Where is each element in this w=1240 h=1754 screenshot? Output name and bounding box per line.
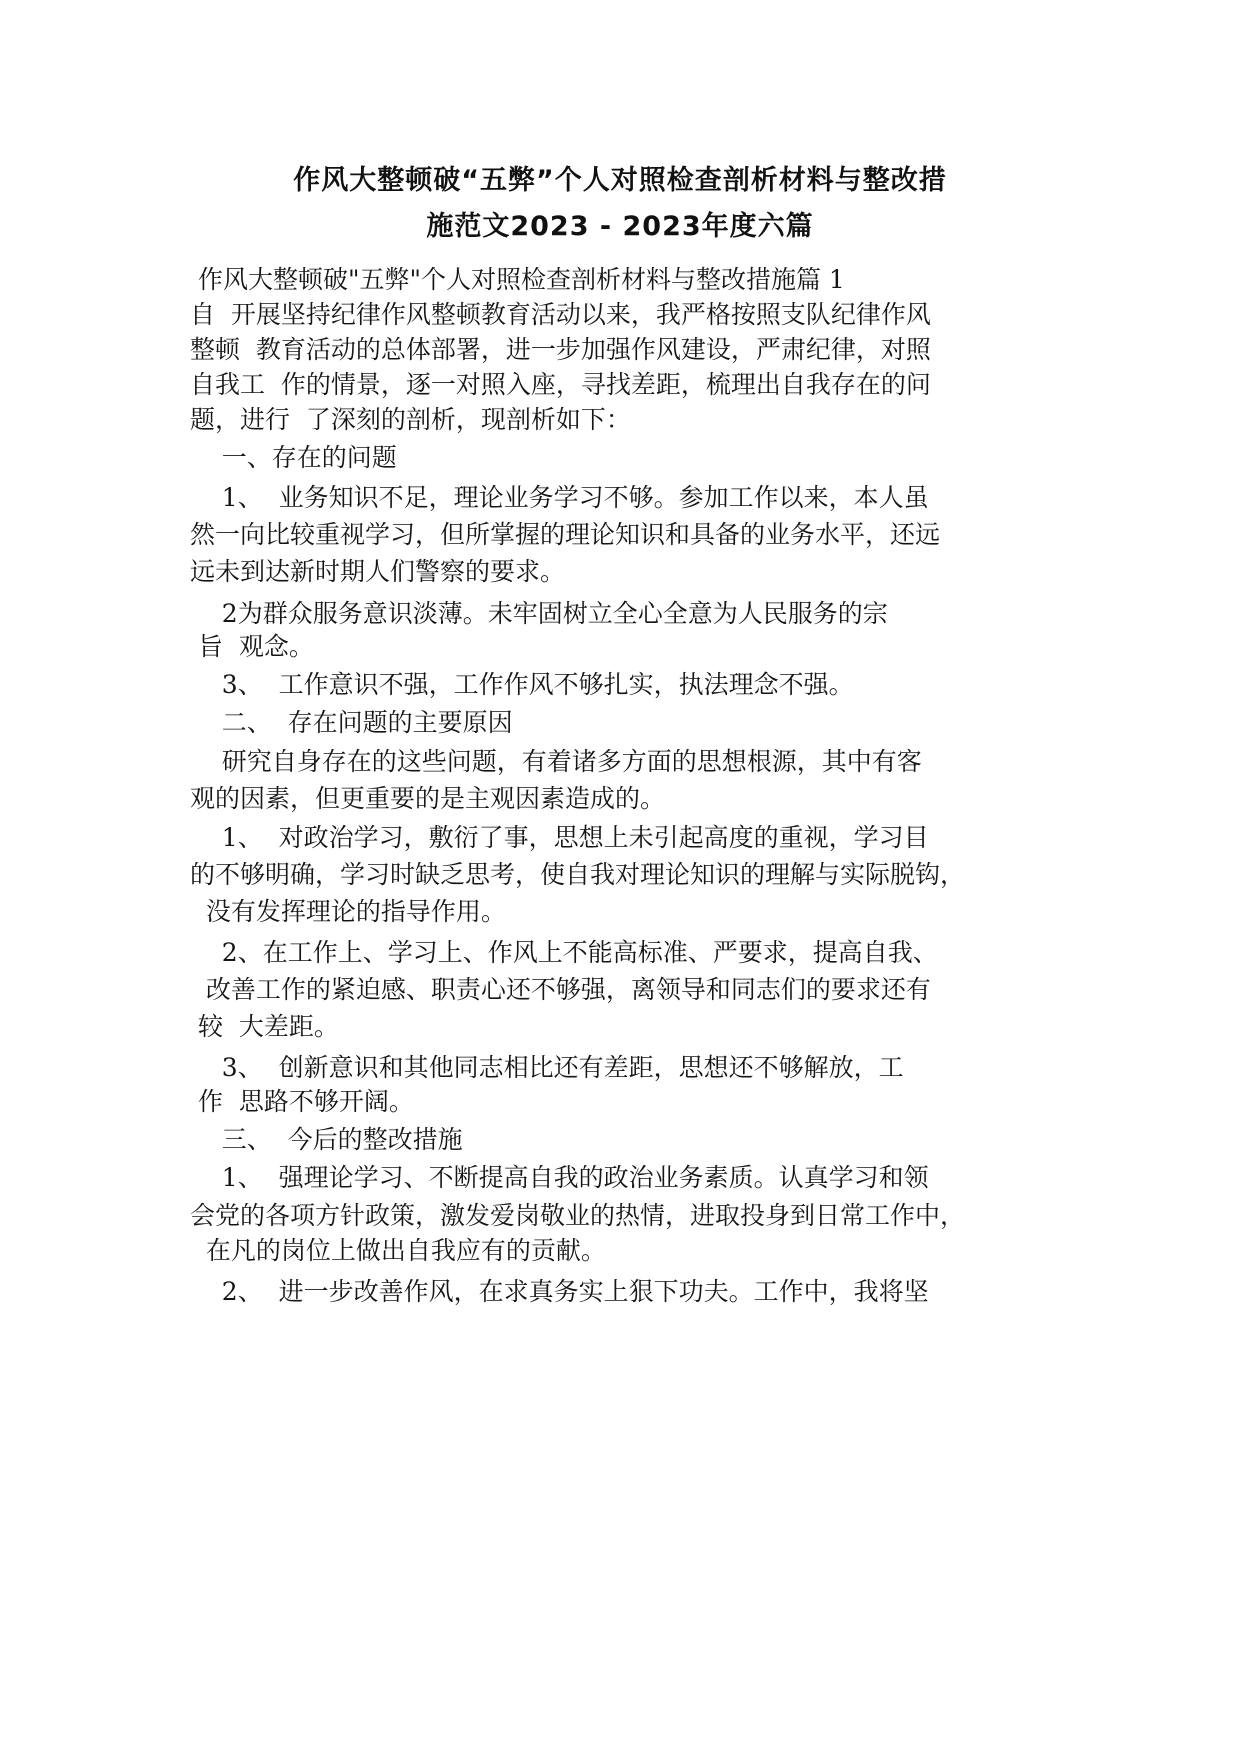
body-line: 2为群众服务意识淡薄。未牢固树立全心全意为人民服务的宗 <box>190 599 888 628</box>
body-line: 的不够明确，学习时缺乏思考，使自我对理论知识的理解与实际脱钩， <box>190 860 966 889</box>
body-line: 较 大差距。 <box>190 1012 339 1041</box>
body-line: 3、 工作意识不强，工作作风不够扎实，执法理念不强。 <box>190 670 854 699</box>
body-line: 观的因素，但更重要的是主观因素造成的。 <box>190 784 666 813</box>
body-line: 2、 进一步改善作风，在求真务实上狠下功夫。工作中，我将坚 <box>190 1277 929 1306</box>
body-line: 2、在工作上、学习上、作风上不能高标准、严要求，提高自我、 <box>190 938 938 967</box>
body-line: 题，进行 了深刻的剖析，现剖析如下： <box>190 405 631 434</box>
body-line: 在凡的岗位上做出自我应有的贡献。 <box>190 1236 606 1265</box>
body-line: 然一向比较重视学习，但所掌握的理论知识和具备的业务水平，还远 <box>190 520 941 549</box>
body-line: 作风大整顿破"五弊"个人对照检查剖析材料与整改措施篇 1 <box>190 265 845 294</box>
body-line: 自 开展坚持纪律作风整顿教育活动以来，我严格按照支队纪律作风 <box>190 300 931 329</box>
body-line: 远未到达新时期人们警察的要求。 <box>190 557 566 586</box>
section-heading: 二、 存在问题的主要原因 <box>190 708 513 737</box>
section-heading: 三、 今后的整改措施 <box>190 1125 463 1154</box>
body-line: 1、 强理论学习、不断提高自我的政治业务素质。认真学习和领 <box>190 1163 929 1192</box>
body-line: 1、 业务知识不足，理论业务学习不够。参加工作以来，本人虽 <box>190 483 929 512</box>
document-title-line-1: 作风大整顿破“五弊”个人对照检查剖析材料与整改措 <box>293 165 947 196</box>
body-line: 研究自身存在的这些问题，有着诸多方面的思想根源，其中有客 <box>190 747 922 776</box>
body-line: 自我工 作的情景，逐一对照入座，寻找差距，梳理出自我存在的问 <box>190 370 931 399</box>
body-line: 3、 创新意识和其他同志相比还有差距，思想还不够解放，工 <box>190 1053 904 1082</box>
body-line: 作 思路不够开阔。 <box>190 1087 414 1116</box>
document-title-line-2: 施范文2023 - 2023年度六篇 <box>426 211 814 242</box>
body-line: 1、 对政治学习，敷衍了事，思想上未引起高度的重视，学习目 <box>190 823 929 852</box>
body-line: 旨 观念。 <box>190 632 314 661</box>
body-line: 会党的各项方针政策，激发爱岗敬业的热情，进取投身到日常工作中， <box>190 1201 966 1230</box>
body-line: 整顿 教育活动的总体部署，进一步加强作风建设，严肃纪律，对照 <box>190 335 931 364</box>
body-line: 没有发挥理论的指导作用。 <box>190 897 506 926</box>
body-line: 改善工作的紧迫感、职责心还不够强，离领导和同志们的要求还有 <box>190 975 931 1004</box>
section-heading: 一、存在的问题 <box>190 443 397 472</box>
